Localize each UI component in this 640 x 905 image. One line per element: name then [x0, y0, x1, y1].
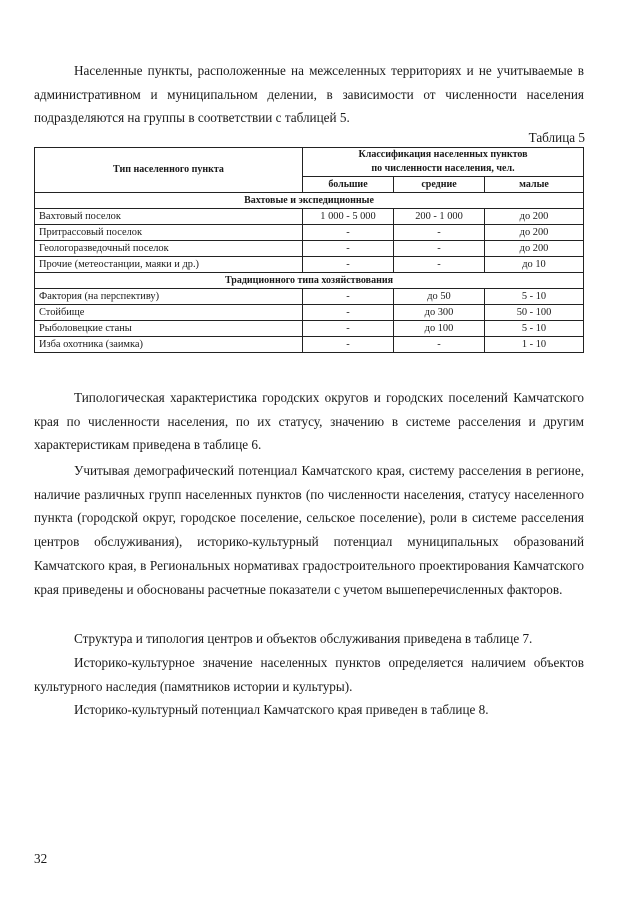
row-medium: -	[394, 241, 485, 257]
header-classification-line1: Классификация населенных пунктов	[358, 149, 528, 160]
row-large: 1 000 - 5 000	[303, 209, 394, 225]
row-small: 50 - 100	[485, 305, 584, 321]
table-header-row	[35, 148, 584, 177]
row-name: Фактория (на перспективу)	[35, 289, 303, 305]
row-small: до 200	[485, 225, 584, 241]
table-group-row	[35, 273, 584, 289]
row-small: 1 - 10	[485, 337, 584, 353]
row-medium: -	[394, 337, 485, 353]
table-row	[35, 225, 584, 241]
row-large: -	[303, 321, 394, 337]
row-large: -	[303, 289, 394, 305]
table-row	[35, 305, 584, 321]
table-row	[35, 321, 584, 337]
row-medium: 200 - 1 000	[394, 209, 485, 225]
settlement-classification-table	[34, 147, 584, 353]
row-large: -	[303, 241, 394, 257]
header-type: Тип населенного пункта	[35, 148, 303, 193]
group-label: Вахтовые и экспедиционные	[35, 193, 584, 209]
row-name: Вахтовый поселок	[35, 209, 303, 225]
row-name: Прочие (метеостанции, маяки и др.)	[35, 257, 303, 273]
row-name: Притрассовый поселок	[35, 225, 303, 241]
table-caption: Таблица 5	[528, 130, 585, 145]
row-large: -	[303, 305, 394, 321]
row-large: -	[303, 225, 394, 241]
row-large: -	[303, 337, 394, 353]
heritage-paragraph: Историко-культурное значение населенных пунктов определяется наличием объектов культурного наследия (памятников истории и культуры).	[34, 655, 584, 694]
page-number: 32	[34, 851, 48, 866]
header-classification-line2: по численности населения, чел.	[371, 163, 515, 174]
row-medium: до 50	[394, 289, 485, 305]
table-row	[35, 289, 584, 305]
demographic-paragraph: Учитывая демографический потенциал Камчатского края, систему расселения в регионе, наличие различных групп населенных пунктов (по численности населения, статусу населенного пункта (городской округ, городское поселение, сельское поселение), роли в системе расселения центров обслуживания), историко-культурный потенциал муниципальных образований Камчатского края, в Региональных нормативах градостроительного проектирования Камчатского края приведены и обоснованы расчетные показатели с учетом вышеперечисленных факторов.	[34, 463, 584, 597]
row-medium: -	[394, 225, 485, 241]
row-small: до 10	[485, 257, 584, 273]
header-medium: средние	[394, 177, 485, 193]
table-row	[35, 241, 584, 257]
header-small: малые	[485, 177, 584, 193]
table-row	[35, 209, 584, 225]
row-name: Геологоразведочный поселок	[35, 241, 303, 257]
row-small: 5 - 10	[485, 289, 584, 305]
row-small: 5 - 10	[485, 321, 584, 337]
row-medium: до 300	[394, 305, 485, 321]
typology-paragraph: Типологическая характеристика городских округов и городских поселений Камчатского края по численности населения, по их статусу, значению в системе расселения и другим характеристикам приведена в таблице 6.	[34, 390, 584, 453]
row-small: до 200	[485, 241, 584, 257]
row-large: -	[303, 257, 394, 273]
header-classification	[303, 148, 584, 177]
row-name: Рыболовецкие станы	[35, 321, 303, 337]
row-medium: до 100	[394, 321, 485, 337]
row-name: Изба охотника (заимка)	[35, 337, 303, 353]
row-name: Стойбище	[35, 305, 303, 321]
potential-paragraph: Историко-культурный потенциал Камчатского края приведен в таблице 8.	[74, 702, 489, 717]
table-group-row	[35, 193, 584, 209]
structure-paragraph: Структура и типология центров и объектов обслуживания приведена в таблице 7.	[74, 631, 533, 646]
header-large: большие	[303, 177, 394, 193]
table-row	[35, 337, 584, 353]
row-medium: -	[394, 257, 485, 273]
table-row	[35, 257, 584, 273]
row-small: до 200	[485, 209, 584, 225]
group-label: Традиционного типа хозяйствования	[35, 273, 584, 289]
intro-paragraph: Населенные пункты, расположенные на межселенных территориях и не учитываемые в административном и муниципальном делении, в зависимости от численности населения подразделяются на группы в соответствии с таблицей 5.	[34, 63, 584, 126]
